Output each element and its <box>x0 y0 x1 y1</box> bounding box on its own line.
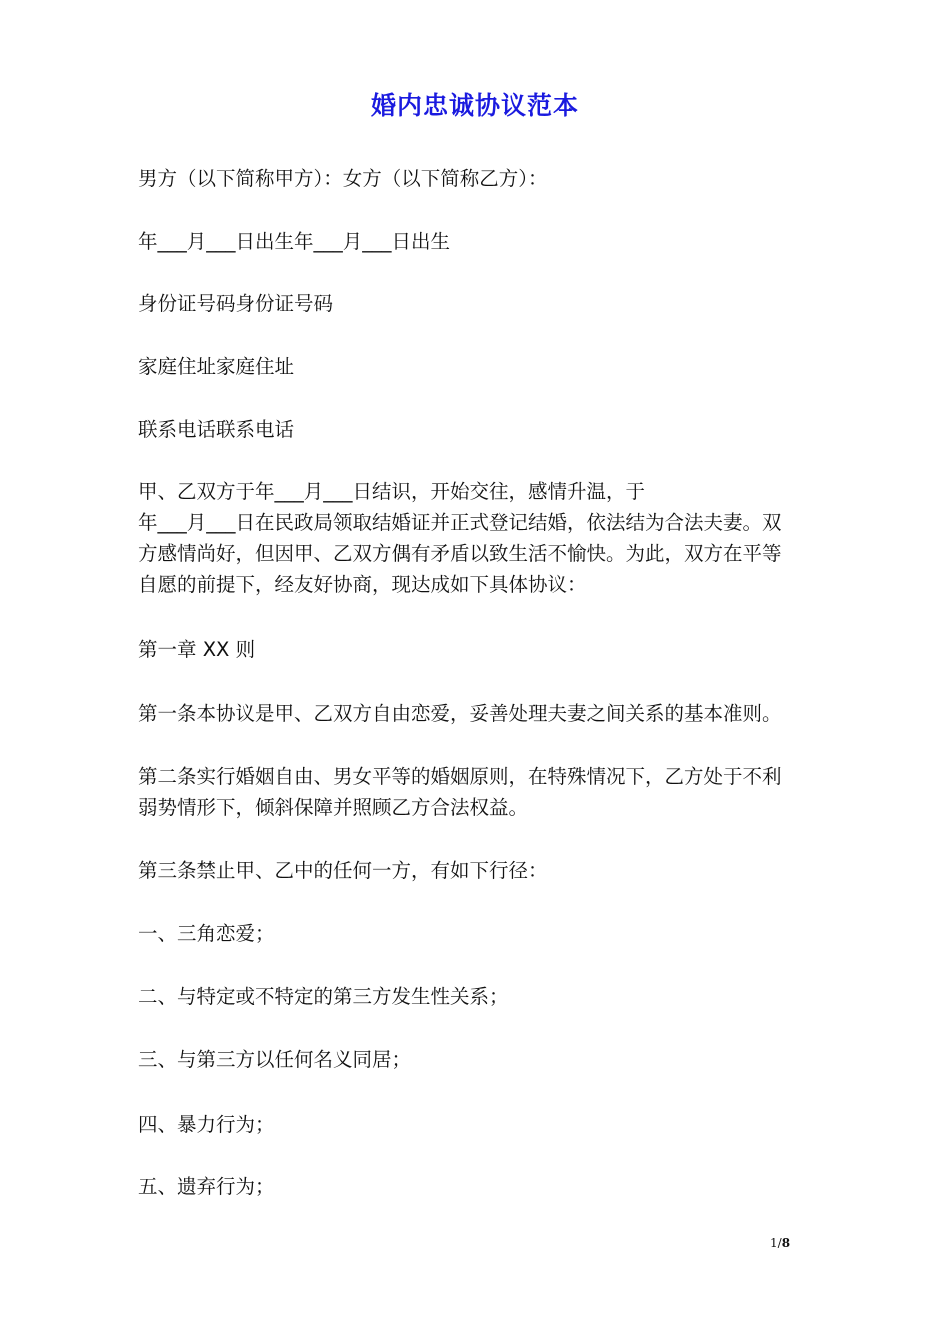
text-line: 第三条禁止甲、乙中的任何一方，有如下行径： <box>138 859 548 882</box>
article-1 <box>138 698 810 729</box>
chapter-heading <box>138 634 810 665</box>
article-2 <box>138 761 810 823</box>
text-line: 年___月___日出生年___月___日出生 <box>138 230 451 253</box>
text-line: 三、与第三方以任何名义同居； <box>138 1048 412 1071</box>
text-line: 一、三角恋爱； <box>138 922 275 945</box>
birth-date-line <box>138 226 810 257</box>
address-line <box>138 351 810 382</box>
page-separator: / <box>777 1236 782 1250</box>
text-line: 自愿的前提下，经友好协商，现达成如下具体协议： <box>138 573 587 596</box>
page-number <box>770 1236 790 1250</box>
text-line: 家庭住址家庭住址 <box>138 355 295 378</box>
text-line: 五、遗弃行为； <box>138 1175 275 1198</box>
page-total: 8 <box>781 1236 791 1250</box>
text-line: 二、与特定或不特定的第三方发生性关系； <box>138 985 509 1008</box>
text-line: 弱势情形下，倾斜保障并照顾乙方合法权益。 <box>138 796 529 819</box>
text-line: 四、暴力行为； <box>138 1113 275 1136</box>
list-item <box>138 918 810 949</box>
party-header-line <box>138 163 810 194</box>
preamble-paragraph <box>138 476 810 600</box>
list-item <box>138 1171 810 1202</box>
phone-line <box>138 414 810 445</box>
id-number-line <box>138 288 810 319</box>
page-current: 1 <box>770 1236 778 1250</box>
text-line: 年___月___日在民政局领取结婚证并正式登记结婚，依法结为合法夫妻。双 <box>138 511 782 534</box>
text-line: 第二条实行婚姻自由、男女平等的婚姻原则，在特殊情况下，乙方处于不利 <box>138 765 782 788</box>
text-line: 甲、乙双方于年___月___日结识，开始交往，感情升温，于 <box>138 480 646 503</box>
list-item <box>138 1109 810 1140</box>
list-item <box>138 981 810 1012</box>
text-line: 第一条本协议是甲、乙双方自由恋爱，妥善处理夫妻之间关系的基本准则。 <box>138 702 782 725</box>
text-line: 方感情尚好，但因甲、乙双方偶有矛盾以致生活不愉快。为此，双方在平等 <box>138 542 782 565</box>
text-line: 男方（以下简称甲方）：女方（以下简称乙方）： <box>138 167 548 190</box>
text-line: 身份证号码身份证号码 <box>138 292 334 315</box>
text-line: 联系电话联系电话 <box>138 418 295 441</box>
article-3 <box>138 855 810 886</box>
list-item <box>138 1044 810 1075</box>
document-title: 婚内忠诚协议范本 <box>370 91 579 120</box>
text-line: 第一章 XX 则 <box>138 638 256 661</box>
